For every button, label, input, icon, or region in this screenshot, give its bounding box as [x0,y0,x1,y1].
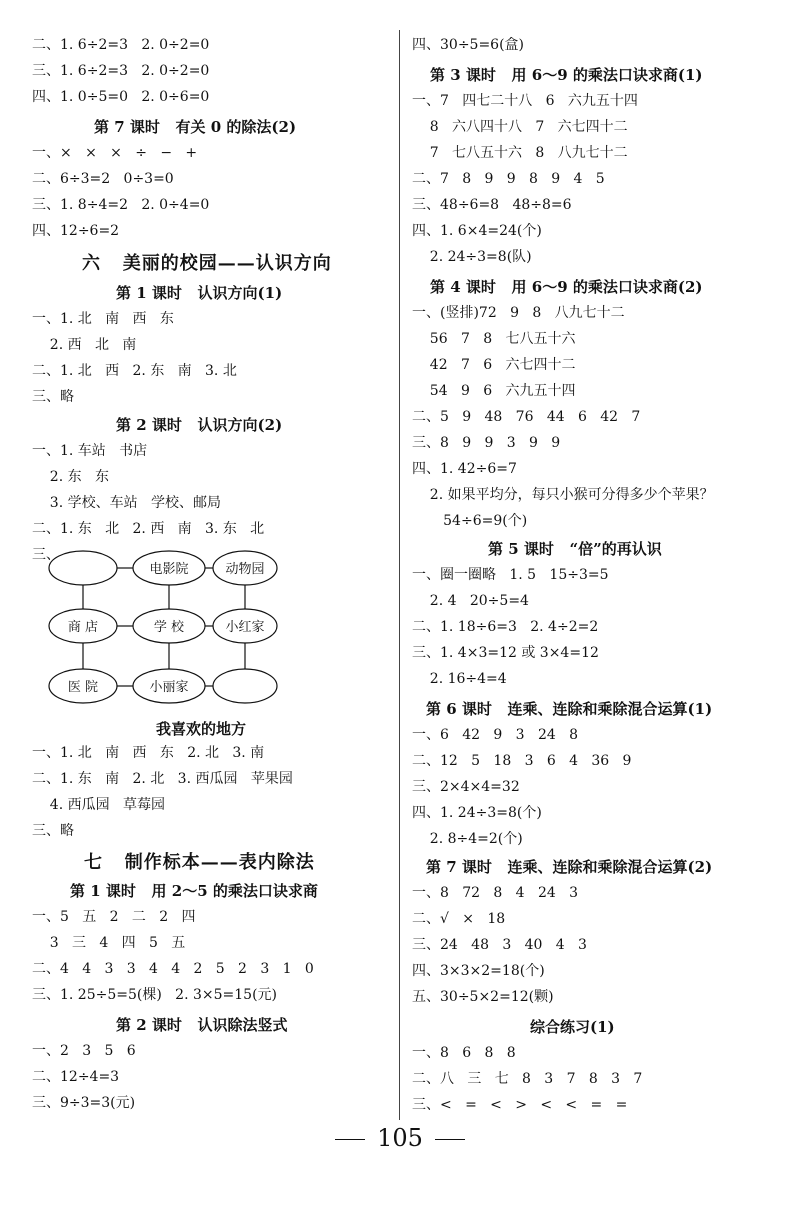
answer-line: 一、7 四七二十八 6 六九五十四 [412,93,638,109]
answer-line: 54÷6=9(个) [412,513,528,529]
lesson-heading: 第 5 课时 “倍”的再认识 [488,540,662,558]
answer-line: 三、48÷6=8 48÷8=6 [412,197,572,213]
answer-line: 三、24 48 3 40 4 3 [412,937,587,953]
footer-dash-right [435,1139,465,1140]
lesson-heading: 我喜欢的地方 [156,720,247,738]
lesson-heading: 第 4 课时 用 6～9 的乘法口诀求商(2) [430,278,703,296]
answer-line: 3 三 4 四 5 五 [32,935,186,951]
answer-line: 五、30÷5×2=12(颗) [412,989,554,1005]
map-label: 医 院 [67,680,99,695]
lesson-heading: 第 2 课时 认识方向(2) [116,416,283,434]
answer-line: 二、5 9 48 76 44 6 42 7 [412,409,641,425]
lesson-heading: 第 7 课时 有关 0 的除法(2) [94,118,297,136]
answer-line: 三、< = < > < < = = [412,1097,628,1113]
answer-line: 二、12 5 18 3 6 4 36 9 [412,753,632,769]
answer-line: 一、5 五 2 二 2 四 [32,909,196,925]
footer-dash-left [335,1139,365,1140]
answer-line: 一、1. 车站 书店 [32,443,148,459]
answer-line: 三、略 [32,823,74,839]
answer-line: 一、8 72 8 4 24 3 [412,885,579,901]
map-node-ellipse [213,669,277,703]
answer-line: 二、4 4 3 3 4 4 2 5 2 3 1 0 [32,961,314,977]
answer-line: 二、1. 东 北 2. 西 南 3. 东 北 [32,521,265,537]
answer-line: 2. 24÷3=8(队) [412,249,532,265]
chapter-title: 七 制作标本——表内除法 [84,852,315,873]
lesson-heading: 第 1 课时 用 2～5 的乘法口诀求商 [70,882,318,900]
answer-line: 二、√ × 18 [412,911,506,927]
answer-line: 二、1. 18÷6=3 2. 4÷2=2 [412,619,599,635]
answer-line: 四、30÷5=6(盒) [412,37,525,53]
answer-line: 二、1. 北 西 2. 东 南 3. 北 [32,363,237,379]
answer-line: 三、1. 8÷4=2 2. 0÷4=0 [32,197,210,213]
answer-line: 56 7 8 七八五十六 [412,331,576,347]
answer-line: 7 七八五十六 8 八九七十二 [412,145,628,161]
answer-line: 三、略 [32,389,74,405]
lesson-heading: 第 3 课时 用 6～9 的乘法口诀求商(1) [430,66,703,84]
answer-line: 三、1. 4×3=12 或 3×4=12 [412,645,599,661]
answer-line: 2. 8÷4=2(个) [412,831,523,847]
answer-line: 二、1. 6÷2=3 2. 0÷2=0 [32,37,210,53]
map-label: 学 校 [153,620,185,635]
answer-line: 2. 16÷4=4 [412,671,507,687]
answer-line: 2. 如果平均分，每只小猴可分得多少个苹果？ [412,487,714,503]
answer-line: 三、 [32,547,60,563]
lesson-heading: 第 2 课时 认识除法竖式 [116,1016,288,1034]
answer-line: 2. 4 20÷5=4 [412,593,529,609]
answer-line: 三、1. 25÷5=5(棵) 2. 3×5=15(元) [32,987,277,1003]
page-footer [0,1124,800,1152]
answer-line: 8 六八四十八 7 六七四十二 [412,119,628,135]
answer-line: 一、(竖排)72 9 8 八九七十二 [412,305,625,321]
answer-line: 4. 西瓜园 草莓园 [32,797,165,813]
map-label: 动物园 [225,562,265,577]
answer-line: 四、1. 42÷6=7 [412,461,517,477]
answer-line: 二、八 三 七 8 3 7 8 3 7 [412,1071,643,1087]
answer-line: 四、1. 6×4=24(个) [412,223,542,239]
lesson-heading: 第 7 课时 连乘、连除和乘除混合运算(2) [426,858,713,876]
answer-line: 54 9 6 六九五十四 [412,383,576,399]
answer-line: 一、1. 北 南 西 东 [32,311,174,327]
lesson-heading: 第 6 课时 连乘、连除和乘除混合运算(1) [426,700,713,718]
answer-line: 一、8 6 8 8 [412,1045,516,1061]
lesson-heading: 综合练习(1) [530,1018,615,1036]
answer-line: 四、12÷6=2 [32,223,120,239]
answer-line: 3. 学校、车站 学校、邮局 [32,495,221,511]
page-number: 105 [377,1124,423,1152]
answer-line: 四、1. 0÷5=0 2. 0÷6=0 [32,89,210,105]
answer-line: 2. 东 东 [32,469,109,485]
column-divider [399,30,400,1120]
map-label: 小红家 [225,620,265,635]
answer-line: 一、2 3 5 6 [32,1043,136,1059]
map-label: 商 店 [67,620,99,635]
answer-line: 一、圈一圈略 1. 5 15÷3=5 [412,567,609,583]
map-node-ellipse [49,551,117,585]
answer-line: 三、1. 6÷2=3 2. 0÷2=0 [32,63,210,79]
map-label: 小丽家 [149,680,189,695]
answer-line: 四、3×3×2=18(个) [412,963,545,979]
answer-line: 四、1. 24÷3=8(个) [412,805,542,821]
answer-line: 二、6÷3=2 0÷3=0 [32,171,174,187]
map-label: 电影院 [149,562,189,577]
campus-map-diagram [45,543,285,713]
answer-line: 二、7 8 9 9 8 9 4 5 [412,171,605,187]
answer-line: 二、1. 东 南 2. 北 3. 西瓜园 苹果园 [32,771,293,787]
answer-line: 一、6 42 9 3 24 8 [412,727,579,743]
answer-line: 三、8 9 9 3 9 9 [412,435,561,451]
chapter-title: 六 美丽的校园——认识方向 [82,253,332,274]
answer-line: 一、× × × ÷ − + [32,145,198,161]
answer-line: 二、12÷4=3 [32,1069,120,1085]
answer-line: 2. 西 北 南 [32,337,137,353]
answer-line: 三、9÷3=3(元) [32,1095,136,1111]
answer-line: 一、1. 北 南 西 东 2. 北 3. 南 [32,745,265,761]
lesson-heading: 第 1 课时 认识方向(1) [116,284,283,302]
answer-line: 三、2×4×4=32 [412,779,520,795]
answer-line: 42 7 6 六七四十二 [412,357,576,373]
